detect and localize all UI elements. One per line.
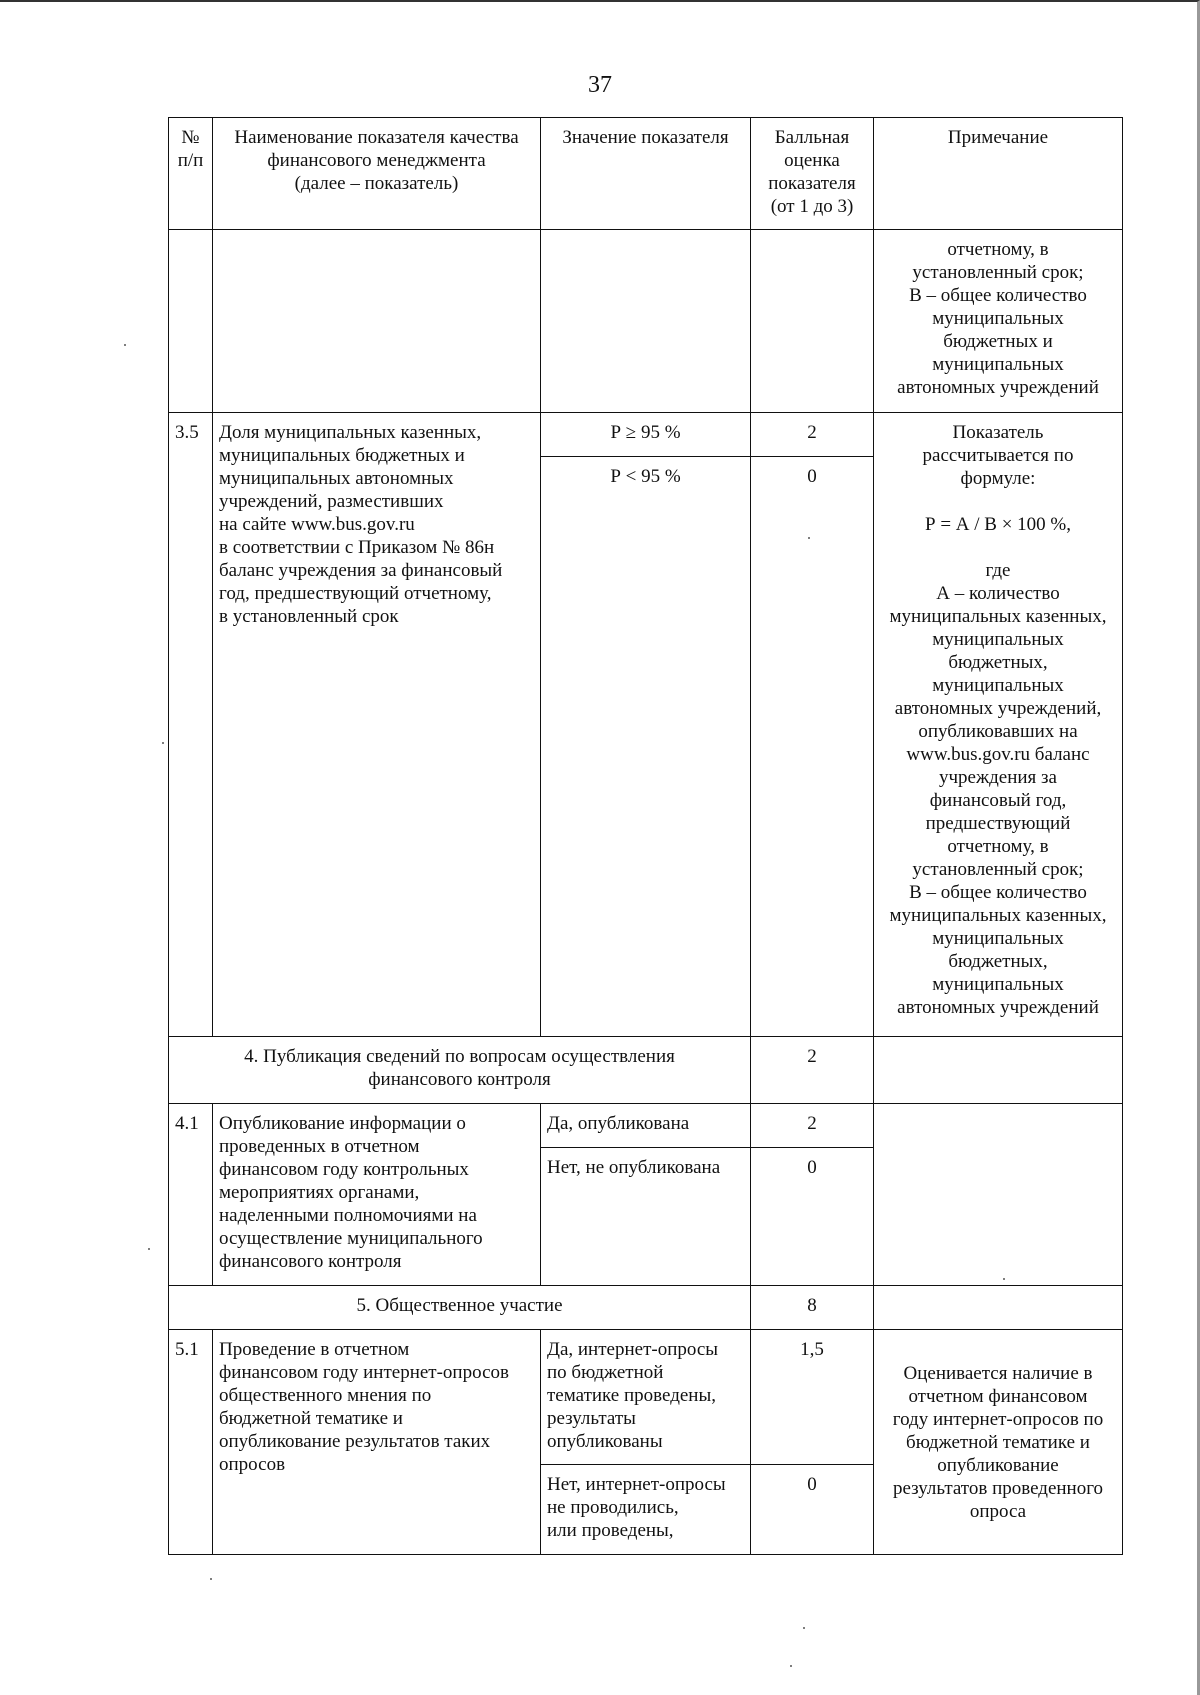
row-3-5-value-2: Р < 95 % — [541, 457, 751, 1037]
header-score: Балльная оценка показателя (от 1 до 3) — [751, 118, 874, 230]
row-5-1-note: Оценивается наличие в отчетном финансовом году интернет-опросов по бюджетной тематике и опубликование результатов проведенного опроса — [874, 1330, 1123, 1555]
scan-speck — [162, 742, 164, 744]
cell-empty — [541, 230, 751, 413]
scan-speck — [808, 537, 810, 539]
section-5-row — [169, 1286, 1123, 1330]
row-5-1-score-2: 0 — [751, 1465, 874, 1555]
header-note: Примечание — [874, 118, 1123, 230]
row-4-1-note — [874, 1104, 1123, 1286]
section-4-score: 2 — [751, 1037, 874, 1104]
cell-empty — [213, 230, 541, 413]
scan-speck — [803, 1627, 805, 1629]
row-5-1-value-1: Да, интернет-опросы по бюджетной тематике проведены, результаты опубликованы — [541, 1330, 751, 1465]
scan-speck — [124, 344, 126, 346]
row-4-1-score-1: 2 — [751, 1104, 874, 1148]
scan-speck — [790, 1665, 792, 1667]
header-value: Значение показателя — [541, 118, 751, 230]
page-number: 37 — [588, 72, 612, 98]
scan-speck — [210, 1578, 212, 1580]
row-3-5-name: Доля муниципальных казенных, муниципальных бюджетных и муниципальных автономных учреждений, разместивших на сайте www.bus.gov.ru в соответствии с Приказом № 86н баланс учреждения за финансовый год, предшествующий отчетному, в установленный срок — [213, 413, 541, 1037]
table-row-4-1 — [169, 1104, 1123, 1148]
cell-empty — [874, 1286, 1123, 1330]
header-num: № п/п — [169, 118, 213, 230]
row-3-5-value-1: Р ≥ 95 % — [541, 413, 751, 457]
row-3-5-num: 3.5 — [169, 413, 213, 1037]
table-row-continuation — [169, 230, 1123, 413]
row-3-5-score-1: 2 — [751, 413, 874, 457]
row-4-1-value-2: Нет, не опубликована — [541, 1148, 751, 1286]
cell-empty — [751, 230, 874, 413]
row-5-1-value-2: Нет, интернет-опросы не проводились, или проведены, — [541, 1465, 751, 1555]
continuation-note: отчетному, в установленный срок; В – общее количество муниципальных бюджетных и муниципальных автономных учреждений — [874, 230, 1123, 413]
row-5-1-name: Проведение в отчетном финансовом году интернет-опросов общественного мнения по бюджетной тематике и опубликование результатов таких опросов — [213, 1330, 541, 1555]
row-4-1-num: 4.1 — [169, 1104, 213, 1286]
scan-speck — [1003, 1278, 1005, 1280]
table-row-3-5 — [169, 413, 1123, 457]
row-5-1-num: 5.1 — [169, 1330, 213, 1555]
indicator-table — [168, 117, 1123, 1555]
row-3-5-score-2: 0 — [751, 457, 874, 1037]
scan-speck — [148, 1248, 150, 1250]
cell-empty — [874, 1037, 1123, 1104]
section-5-title: 5. Общественное участие — [169, 1286, 751, 1330]
row-4-1-value-1: Да, опубликована — [541, 1104, 751, 1148]
row-5-1-score-1: 1,5 — [751, 1330, 874, 1465]
row-3-5-note: Показатель рассчитывается по формуле: Р = А / В × 100 %, где А – количество муниципальных казенных, муниципальных бюджетных, муниципальных автономных учреждений, опубликовавших на www.bus.gov.ru баланс учреждения за финансовый год, предшествующий отчетному, в установленный срок; В – общее количество муниципальных казенных, муниципальных бюджетных, муниципальных автономных учреждений — [874, 413, 1123, 1037]
cell-empty — [169, 230, 213, 413]
table-header-row — [169, 118, 1123, 230]
section-4-title: 4. Публикация сведений по вопросам осуществления финансового контроля — [169, 1037, 751, 1104]
table-row-5-1 — [169, 1330, 1123, 1465]
section-5-score: 8 — [751, 1286, 874, 1330]
section-4-row — [169, 1037, 1123, 1104]
row-4-1-name: Опубликование информации о проведенных в отчетном финансовом году контрольных мероприятиях органами, наделенными полномочиями на осуществление муниципального финансового контроля — [213, 1104, 541, 1286]
row-4-1-score-2: 0 — [751, 1148, 874, 1286]
header-name: Наименование показателя качества финансового менеджмента (далее – показатель) — [213, 118, 541, 230]
